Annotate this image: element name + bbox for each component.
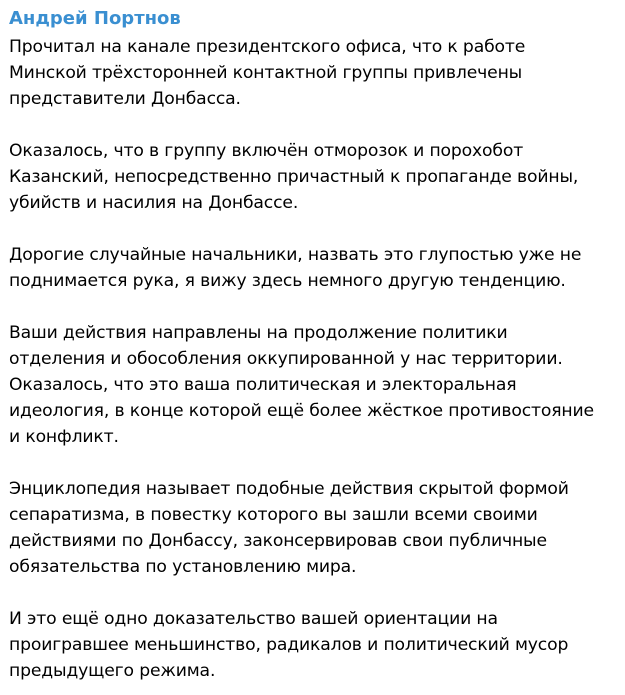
text-line: Казанский, непосредственно причастный к пропаганде войны, xyxy=(9,167,579,187)
text-line: Минской трёхсторонней контактной группы привлечены xyxy=(9,63,523,83)
author-name[interactable]: Андрей Портнов xyxy=(9,8,181,29)
paragraph xyxy=(9,320,615,450)
paragraph xyxy=(9,138,615,216)
paragraph xyxy=(9,34,615,112)
text-line: сепаратизма, в повестку которого вы зашли всеми своими xyxy=(9,505,538,525)
text-line: Дорогие случайные начальники, назвать это глупостью уже не xyxy=(9,245,582,265)
text-line: Оказалось, что это ваша политическая и электоральная xyxy=(9,375,517,395)
text-line: отделения и обособления оккупированной у нас территории. xyxy=(9,349,563,369)
text-line: Оказалось, что в группу включён отморозок и порохобот xyxy=(9,141,524,161)
text-line: и конфликт. xyxy=(9,427,119,447)
text-line: Прочитал на канале президентского офиса, что к работе xyxy=(9,37,526,57)
text-line: Энциклопедия называет подобные действия скрытой формой xyxy=(9,479,569,499)
message-text xyxy=(9,34,615,684)
text-line: И это ещё одно доказательство вашей ориентации на xyxy=(9,609,498,629)
paragraph xyxy=(9,476,615,580)
text-line: предыдущего режима. xyxy=(9,661,216,681)
text-line: Ваши действия направлены на продолжение политики xyxy=(9,323,508,343)
text-line: идеология, в конце которой ещё более жёсткое противостояние xyxy=(9,401,594,421)
text-line: поднимается рука, я вижу здесь немного другую тенденцию. xyxy=(9,271,566,291)
message-bubble xyxy=(9,0,615,684)
text-line: представители Донбасса. xyxy=(9,89,241,109)
paragraph xyxy=(9,242,615,294)
paragraph xyxy=(9,606,615,684)
text-line: обязательства по установлению мира. xyxy=(9,557,357,577)
text-line: действиями по Донбассу, законсервировав свои публичные xyxy=(9,531,547,551)
text-line: проигравшее меньшинство, радикалов и политический мусор xyxy=(9,635,569,655)
text-line: убийств и насилия на Донбассе. xyxy=(9,193,299,213)
